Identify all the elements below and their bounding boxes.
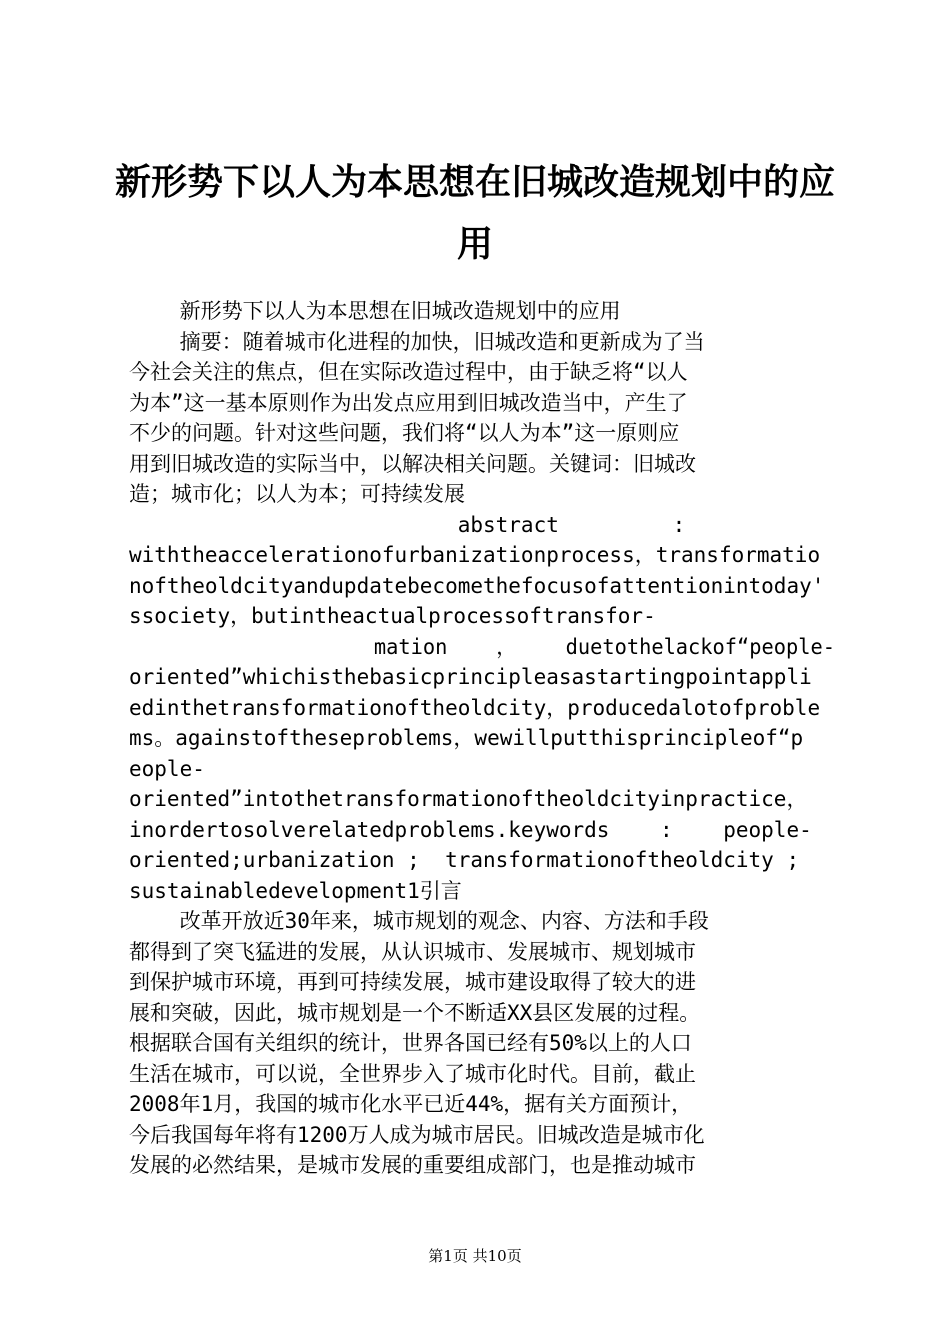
body-line: 改革开放近30年来，城市规划的观念、内容、方法和手段 (129, 909, 709, 933)
body-line: eople- (129, 756, 205, 781)
body-line: ms。againstoftheseproblems，wewillputthisprincipleof“p (129, 726, 804, 750)
page-footer: 第1页 共10页 (428, 1247, 522, 1265)
body-line: edinthetransformationoftheoldcity，producedalotofproble (129, 695, 821, 720)
body-line: 2008年1月，我国的城市化水平已近44%，据有关方面预计， (129, 1092, 693, 1116)
body-line: oriented;urbanization ; transformationoftheoldcity ; (129, 848, 800, 872)
body-line: 今社会关注的焦点，但在实际改造过程中，由于缺乏将“以人 (129, 360, 688, 384)
body-line: 摘要：随着城市化进程的加快，旧城改造和更新成为了当 (129, 329, 705, 354)
body-line: 根据联合国有关组织的统计，世界各国已经有50%以上的人口 (129, 1031, 692, 1055)
body-line: 不少的问题。针对这些问题，我们将“以人为本”这一原则应 (129, 421, 680, 445)
body-line: 展和突破，因此，城市规划是一个不断适XX县区发展的过程。 (129, 1000, 701, 1025)
body-line: 都得到了突飞猛进的发展，从认识城市、发展城市、规划城市 (129, 939, 696, 964)
body-line: 今后我国每年将有1200万人成为城市居民。旧城改造是城市化 (129, 1122, 705, 1147)
body-line: 生活在城市，可以说，全世界步入了城市化时代。目前，截止 (129, 1061, 696, 1086)
body-line: 为本”这一基本原则作为出发点应用到旧城改造当中，产生了 (129, 390, 688, 415)
document-body (129, 296, 835, 1181)
body-line: inordertosolverelatedproblems.keywords : people- (129, 817, 812, 842)
body-line: 到保护城市环境，再到可持续发展，城市建设取得了较大的进 (129, 970, 696, 994)
body-line: noftheoldcityandupdatebecomethefocusofattentionintoday' (129, 573, 825, 598)
document-title-line-2: 用 (456, 223, 493, 265)
body-line: sustainabledevelopment1引言 (129, 878, 462, 903)
body-line: oriented”intothetransformationoftheoldcityinpractice， (129, 787, 808, 811)
body-line: 新形势下以人为本思想在旧城改造规划中的应用 (129, 299, 621, 323)
body-line: 造；城市化；以人为本；可持续发展 (129, 482, 465, 506)
body-line: withtheaccelerationofurbanizationprocess，transformatio (129, 543, 821, 567)
body-line: ssociety，butintheactualprocessoftransfor- (129, 604, 656, 628)
body-line: 发展的必然结果，是城市发展的重要组成部门，也是推动城市 (129, 1153, 696, 1177)
body-line: abstract : (129, 512, 686, 537)
body-line: oriented”whichisthebasicprincipleasastartingpointappli (129, 665, 812, 689)
body-line: 用到旧城改造的实际当中，以解决相关问题。关键词：旧城改 (129, 451, 696, 476)
body-line: mation ， duetothelackof“people- (129, 634, 835, 659)
document-title-line-1: 新形势下以人为本思想在旧城改造规划中的应 (114, 161, 835, 203)
